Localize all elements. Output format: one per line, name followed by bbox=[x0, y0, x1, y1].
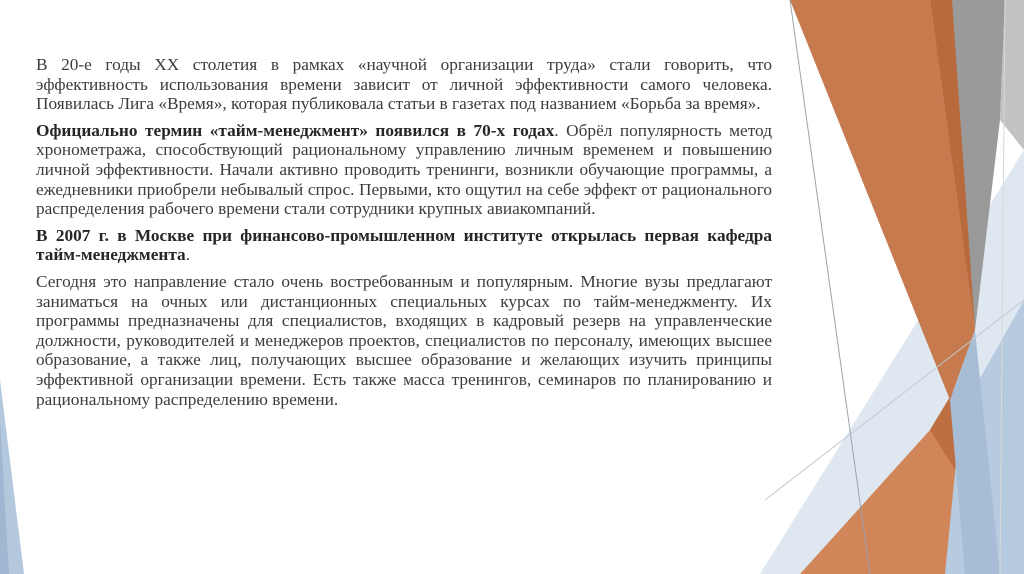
paragraph-term-origin-bold: Официально термин «тайм-менеджмент» появился в 70-х годах bbox=[36, 120, 555, 140]
slide-text-block bbox=[36, 55, 772, 416]
paragraph-department-2007-bold: В 2007 г. в Москве при финансово-промышленном институте открылась первая кафедра тайм-менеджмента bbox=[36, 225, 772, 265]
paragraph-term-origin bbox=[36, 121, 772, 219]
paragraph-term-origin-text: . Обрёл популярность метод хронометража, способствующий рациональному управлению личным временем и повышению личной эффективности. Начали активно проводить тренинги, возникли обучающие программы, а ежедневники приобрели небывалый спрос. Первыми, кто ощутил на себе эффект от рационального распределения рабочего времени стали сотрудники крупных авиакомпаний. bbox=[36, 120, 772, 219]
paragraph-today: Сегодня это направление стало очень востребованным и популярным. Многие вузы предлагают заниматься на очных или дистанционных специальных курсах по тайм-менеджменту. Их программы предназначены для специалистов, входящих в кадровый резерв на управленческие должности, руководителей и менеджеров проектов, специалистов по персоналу, имеющих высшее образование, а также лиц, получающих высшее образование и желающих изучить принципы эффективной организации времени. Есть также масса тренингов, семинаров по планированию и рациональному распределению времени. bbox=[36, 271, 772, 409]
paragraph-history-1920s: В 20-е годы XX столетия в рамках «научной организации труда» стали говорить, что эффективность использования времени зависит от личной эффективности самого человека. Появилась Лига «Время», которая публиковала статьи в газетах под названием «Борьба за время». bbox=[36, 55, 772, 114]
paragraph-department-2007-text: . bbox=[185, 245, 191, 265]
paragraph-department-2007 bbox=[36, 226, 772, 265]
